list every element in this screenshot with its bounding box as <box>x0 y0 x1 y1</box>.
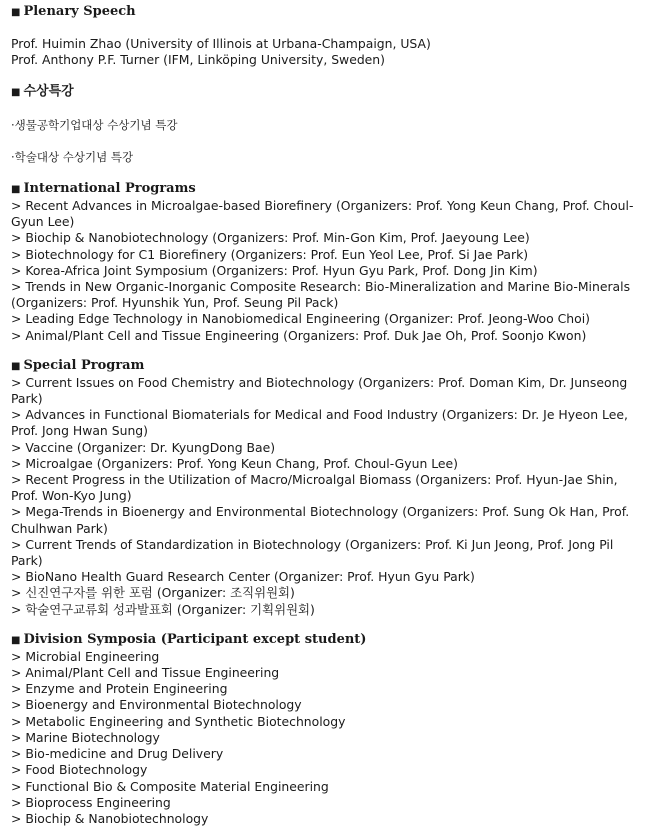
list-item: > Bio-medicine and Drug Delivery <box>11 746 224 762</box>
list-item: > Bioenergy and Environmental Biotechnology <box>11 697 302 713</box>
list-item: > Microbial Engineering <box>11 648 160 664</box>
list-item: > Current Issues on Food Chemistry and Biotechnology (Organizers: Prof. Doman Kim, Dr. Junseong Park) <box>11 374 628 407</box>
list-item: > Leading Edge Technology in Nanobiomedical Engineering (Organizer: Prof. Jeong-Woo Choi) <box>11 311 590 327</box>
list-item: > Animal/Plant Cell and Tissue Engineering (Organizers: Prof. Duk Jae Oh, Prof. Soonjo Kwon) <box>11 327 587 343</box>
list-item: > Food Biotechnology <box>11 762 148 778</box>
list-item: > Vaccine (Organizer: Dr. KyungDong Bae) <box>11 439 276 455</box>
list-item: > Advances in Functional Biomaterials for Medical and Food Industry (Organizers: Dr. Je Hyeon Lee, Prof. Jong Hwan Sung) <box>11 407 628 439</box>
list-item: > Marine Biotechnology <box>11 729 160 745</box>
awards-heading: ■ 수상특강 <box>11 84 74 99</box>
list-item: > Mega-Trends in Bioenergy and Environmental Biotechnology (Organizers: Prof. Sung Ok Han, Prof. Chulhwan Park) <box>11 504 630 536</box>
list-item: > 학술연구교류회 성과발표회 (Organizer: 기획위원회) <box>11 601 315 617</box>
international-heading: ■ International Programs <box>11 181 196 196</box>
division-heading: ■ Division Symposia (Participant except student) <box>11 631 367 647</box>
list-item: > Trends in New Organic-Inorganic Composite Research: Bio-Mineralization and Marine Bio-Minerals (Organizers: Prof. Hyunshik Yun, Prof. Seung Pil Pack) <box>11 279 631 311</box>
list-item: > Biochip & Nanobiotechnology <box>11 810 209 826</box>
list-item: > Functional Bio & Composite Material Engineering <box>11 778 329 794</box>
list-item: > Korea-Africa Joint Symposium (Organizers: Prof. Hyun Gyu Park, Prof. Dong Jin Kim) <box>11 262 538 278</box>
list-item: > Bioprocess Engineering <box>11 794 171 810</box>
list-item: > Animal/Plant Cell and Tissue Engineering <box>11 665 280 681</box>
plenary-speaker: Prof. Anthony P.F. Turner (IFM, Linköping University, Sweden) <box>11 52 385 67</box>
special-heading: ■ Special Program <box>11 357 145 373</box>
list-item: > 신진연구자를 위한 포럼 (Organizer: 조직위원회) <box>11 585 295 601</box>
plenary-heading: ■ Plenary Speech <box>11 4 136 19</box>
list-item: > Recent Advances in Microalgae-based Biorefinery (Organizers: Prof. Yong Keun Chang, Prof. Choul-Gyun Lee) <box>11 198 634 230</box>
award-lecture: ·생물공학기업대상 수상기념 특강 <box>11 118 178 132</box>
square-bullet-icon: ■ <box>11 184 21 195</box>
square-bullet-icon: ■ <box>11 7 21 18</box>
list-item: > Microalgae (Organizers: Prof. Yong Keun Chang, Prof. Choul-Gyun Lee) <box>11 455 458 471</box>
list-item: > Current Trends of Standardization in Biotechnology (Organizers: Prof. Ki Jun Jeong, Prof. Jong Pil Park) <box>11 536 614 569</box>
list-item: > Biotechnology for C1 Biorefinery (Organizers: Prof. Eun Yeol Lee, Prof. Si Jae Park) <box>11 246 529 262</box>
list-item: > Recent Progress in the Utilization of Macro/Microalgal Biomass (Organizers: Prof. Hyun-Jae Shin, Prof. Won-Kyo Jung) <box>11 472 618 504</box>
plenary-speaker: Prof. Huimin Zhao (University of Illinois at Urbana-Champaign, USA) <box>11 36 431 51</box>
list-item: > BioNano Health Guard Research Center (Organizer: Prof. Hyun Gyu Park) <box>11 569 475 585</box>
list-item: > Enzyme and Protein Engineering <box>11 681 228 697</box>
square-bullet-icon: ■ <box>11 360 21 372</box>
square-bullet-icon: ■ <box>11 87 21 98</box>
award-lecture: ·학술대상 수상기념 특강 <box>11 150 134 164</box>
list-item: > Biochip & Nanobiotechnology (Organizers: Prof. Min-Gon Kim, Prof. Jaeyoung Lee) <box>11 230 530 246</box>
list-item: > Metabolic Engineering and Synthetic Biotechnology <box>11 713 346 729</box>
square-bullet-icon: ■ <box>11 634 21 646</box>
